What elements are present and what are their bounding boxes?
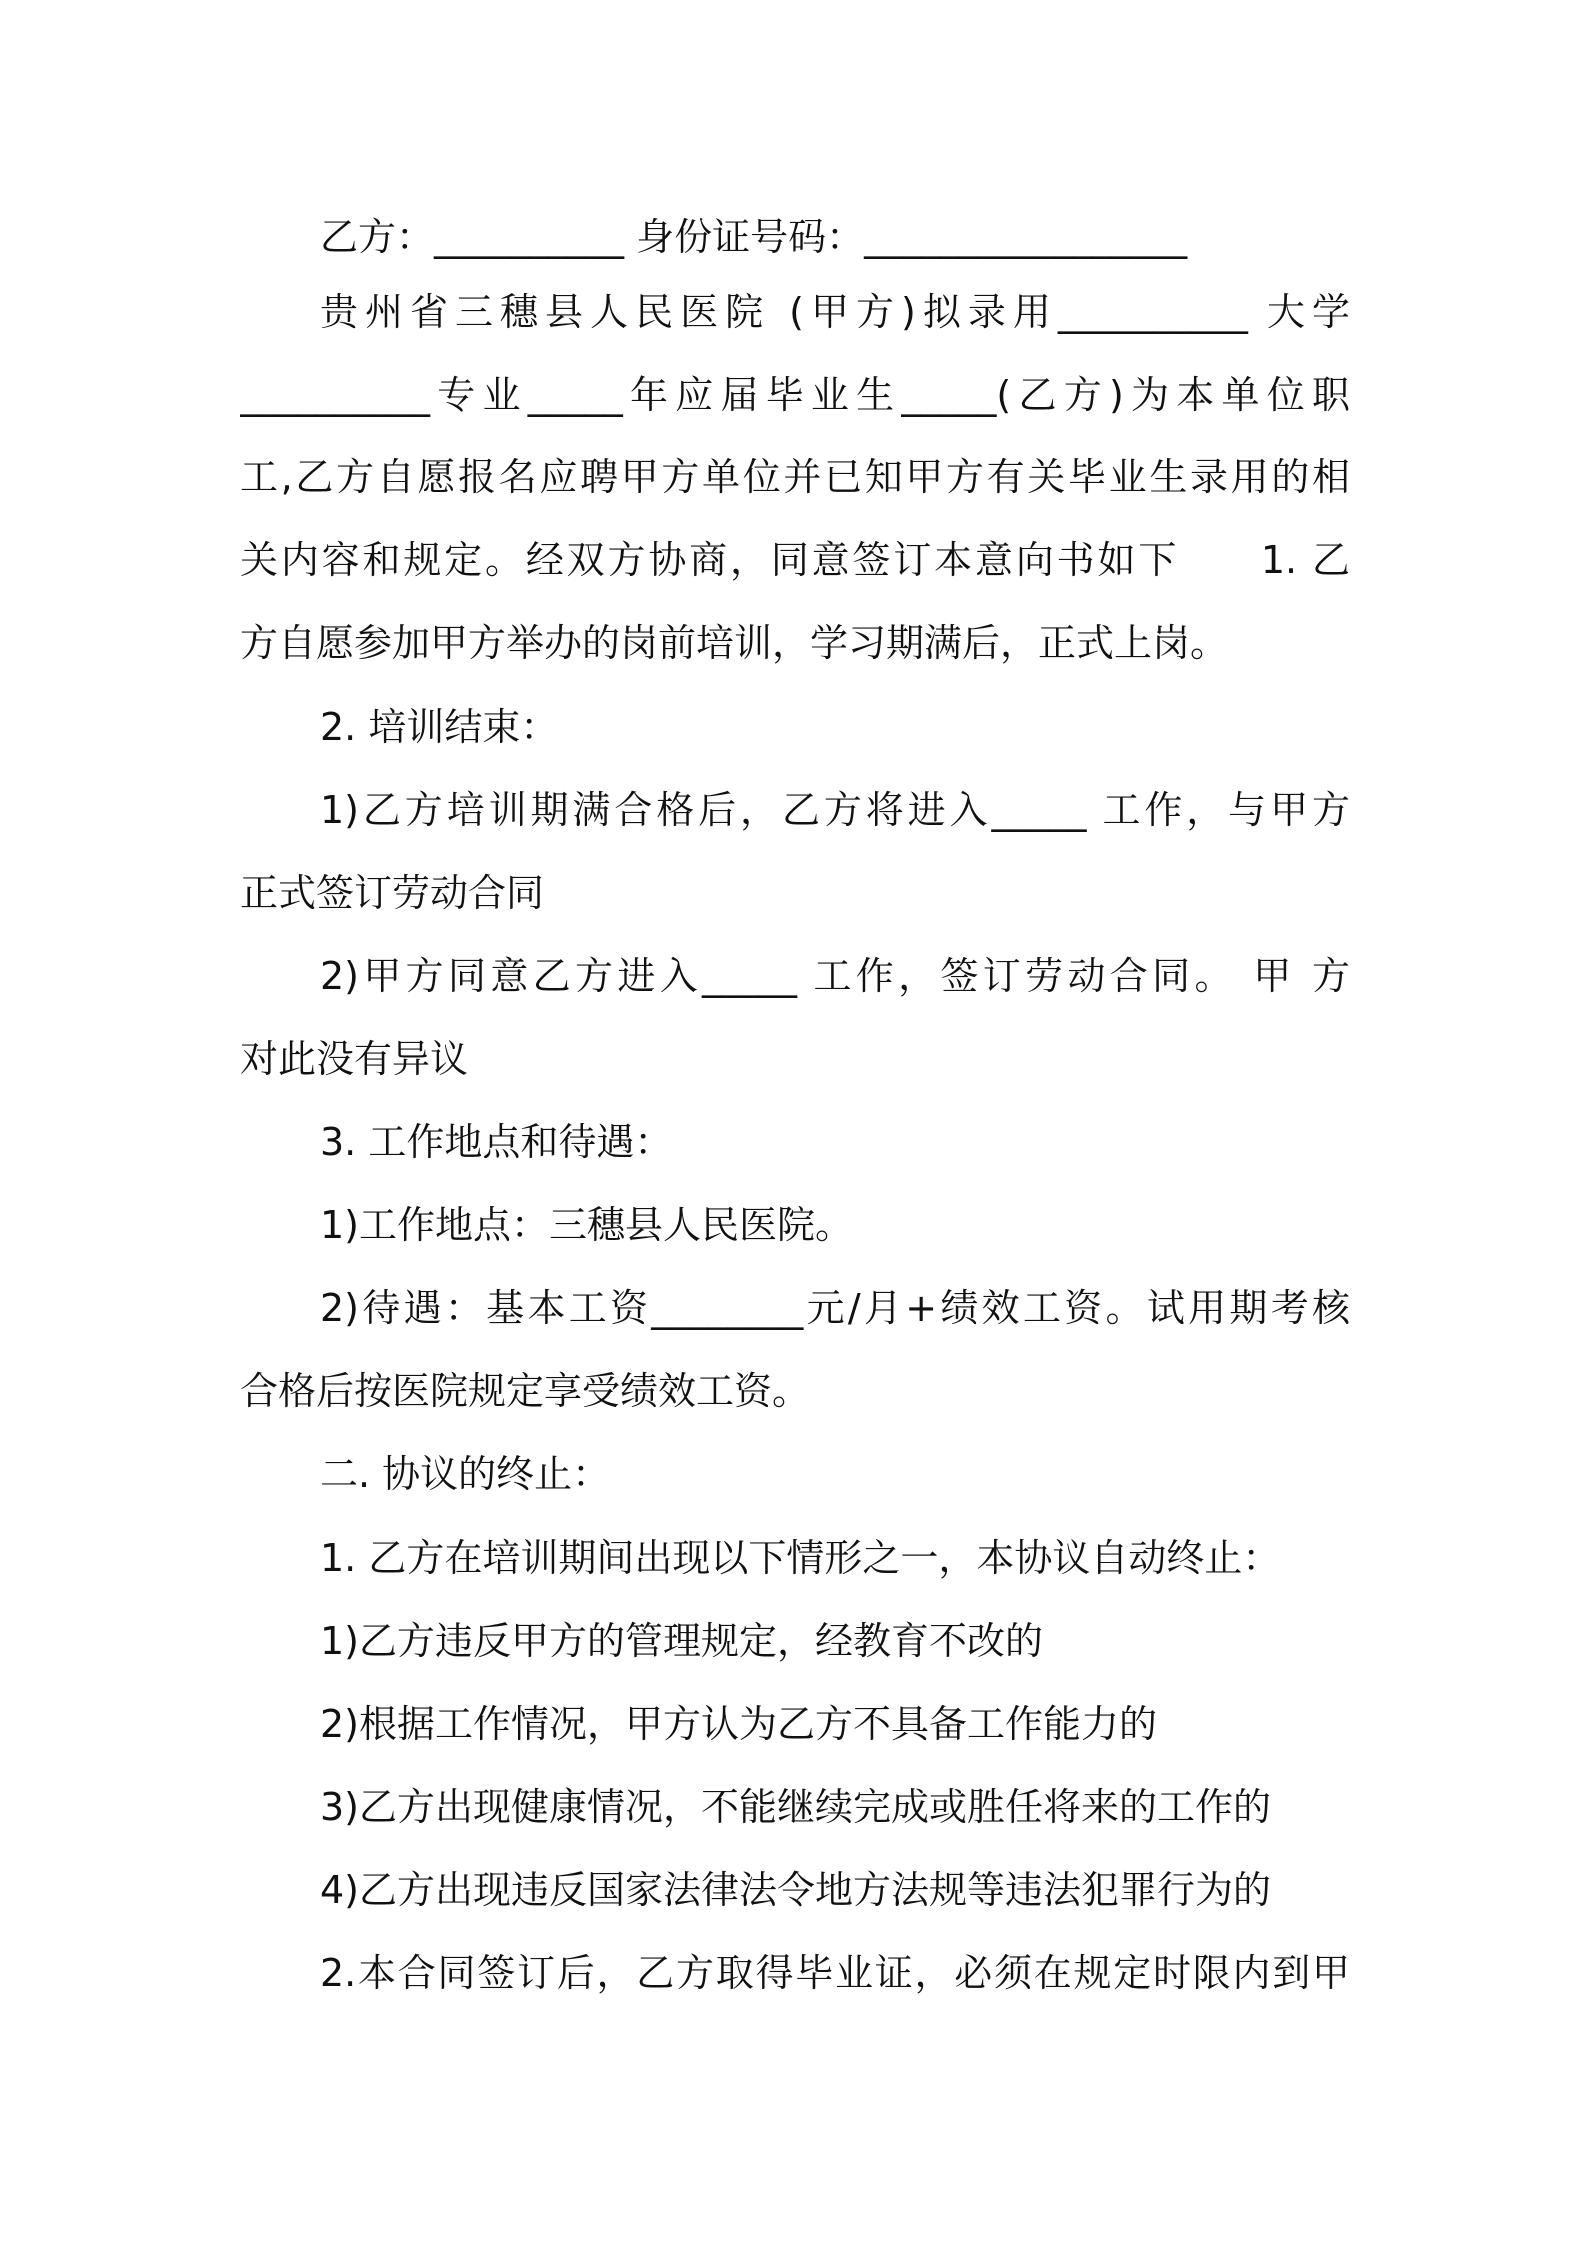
paragraph-line: 1. 乙方在培训期间出现以下情形之一，本协议自动终止： (320, 1536, 1281, 1580)
paragraph-line: 方自愿参加甲方举办的岗前培训，学习期满后，正式上岗。 (240, 621, 1229, 665)
list-item: 3)乙方出现健康情况，不能继续完成或胜任将来的工作的 (320, 1785, 1272, 1829)
paragraph-line: __________专业_____年应届毕业生_____(乙方)为本单位职 (240, 373, 1350, 417)
paragraph-line: 1)乙方培训期满合格后，乙方将进入_____ 工作，与甲方 (320, 788, 1350, 832)
section-heading: 二. 协议的终止： (320, 1452, 611, 1496)
section-heading: 3. 工作地点和待遇： (320, 1120, 673, 1164)
paragraph-line: 1)工作地点：三穗县人民医院。 (320, 1203, 854, 1247)
paragraph-line: 2)甲方同意乙方进入_____ 工作，签订劳动合同。 甲 方 (320, 954, 1350, 998)
paragraph-line: 贵州省三穗县人民医院 (甲方)拟录用__________ 大学 (320, 290, 1350, 334)
paragraph-line: 工,乙方自愿报名应聘甲方单位并已知甲方有关毕业生录用的相 (240, 455, 1350, 499)
paragraph-line: 正式签订劳动合同 (240, 871, 545, 915)
list-item: 4)乙方出现违反国家法律法令地方法规等违法犯罪行为的 (320, 1868, 1272, 1912)
party-b-id-line: 乙方：__________ 身份证号码：_________________ (320, 215, 1188, 259)
paragraph-line: 对此没有异议 (240, 1037, 469, 1081)
list-item: 1)乙方违反甲方的管理规定，经教育不改的 (320, 1619, 1044, 1663)
paragraph-line: 关内容和规定。经双方协商，同意签订本意向书如下 1. 乙 (240, 538, 1350, 582)
section-heading: 2. 培训结束： (320, 705, 559, 749)
list-item: 2)根据工作情况，甲方认为乙方不具备工作能力的 (320, 1702, 1158, 1746)
paragraph-line: 合格后按医院规定享受绩效工资。 (240, 1369, 811, 1413)
paragraph-line: 2.本合同签订后，乙方取得毕业证，必须在规定时限内到甲 (320, 1951, 1350, 1995)
paragraph-line: 2)待遇：基本工资________元/月+绩效工资。试用期考核 (320, 1286, 1350, 1330)
